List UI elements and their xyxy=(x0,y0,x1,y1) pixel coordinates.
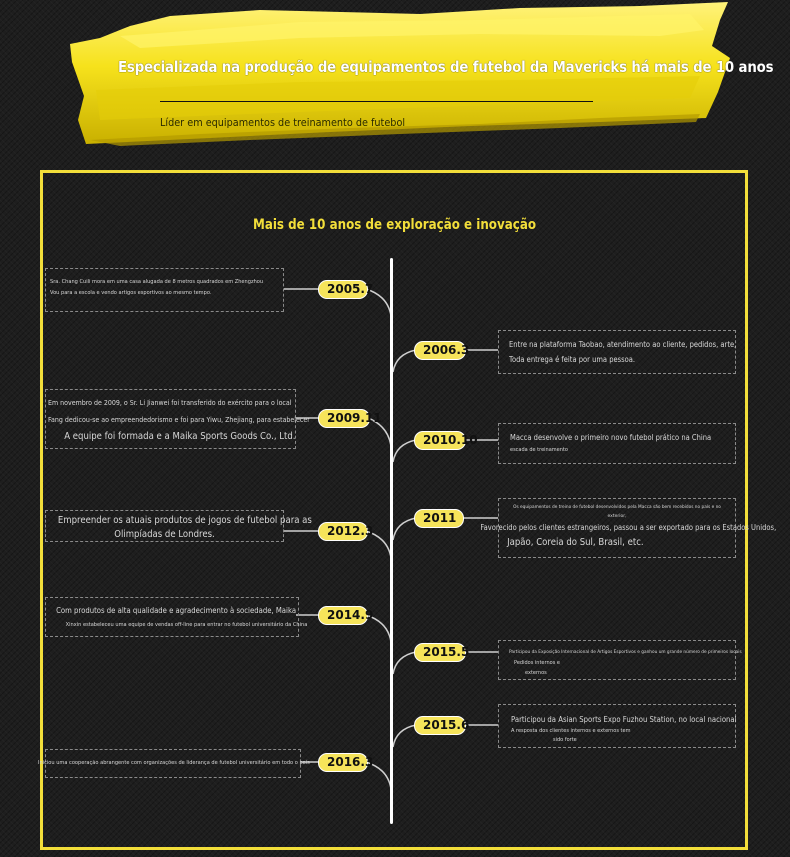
event-text: exterior, xyxy=(607,514,627,519)
year-badge: 2014.9 xyxy=(318,606,368,625)
event-text: Em novembro de 2009, o Sr. Li Jianwei foi transferido do exército para o local xyxy=(48,399,292,407)
year-badge: 2006.3 xyxy=(414,341,466,360)
year-badge: 2009.11 xyxy=(318,409,370,428)
year-badge: 2010.10 xyxy=(414,431,466,450)
year-badge: 2015.5 xyxy=(414,643,466,662)
event-card-2010-10 xyxy=(498,423,736,464)
event-text: Iniciou uma cooperação abrangente com organizações de liderança de futebol universitário em todo o país xyxy=(38,760,310,766)
event-card-2005-7 xyxy=(45,268,284,312)
event-text: A equipe foi formada e a Maika Sports Goods Co., Ltd. xyxy=(64,431,296,442)
event-text: Entre na plataforma Taobao, atendimento ao cliente, pedidos, arte, xyxy=(509,340,737,349)
event-text: Participou da Asian Sports Expo Fuzhou Station, no local nacional xyxy=(511,715,737,724)
event-text: Pedidos internos e xyxy=(514,660,560,666)
event-card-2009-11 xyxy=(45,389,310,449)
event-text: Empreender os atuais produtos de jogos de futebol para as xyxy=(57,515,312,526)
section-title: Mais de 10 anos de exploração e inovação xyxy=(253,217,537,233)
year-badge: 2005.7 xyxy=(318,280,368,299)
year-badge: 2011 xyxy=(414,509,464,528)
event-text: externos xyxy=(525,670,547,676)
event-text: Vou para a escola e vendo artigos esportivos ao mesmo tempo. xyxy=(50,290,212,296)
year-badge: 2015.6 xyxy=(414,716,466,735)
year-badge: 2016.3 xyxy=(318,753,368,772)
event-card-2006-3 xyxy=(498,330,736,374)
event-text: Macca desenvolve o primeiro novo futebol prático na China xyxy=(510,433,712,442)
event-text: Sra. Chang Cuili mora em uma casa alugada de 8 metros quadrados em Zhengzhou xyxy=(50,279,264,285)
page-title: Especializada na produção de equipamentos de futebol da Mavericks há mais de 10 anos xyxy=(118,58,774,76)
event-text: A resposta dos clientes internos e externos tem xyxy=(511,728,631,734)
event-card-2011 xyxy=(480,498,777,558)
event-text: Japão, Coreia do Sul, Brasil, etc. xyxy=(507,537,644,548)
event-text: escada de treinamento xyxy=(510,447,568,453)
event-text: Xinxin estabeleceu uma equipe de vendas off-line para entrar no futebol universitário da China xyxy=(65,622,308,628)
event-text: Olimpíadas de Londres. xyxy=(114,529,215,540)
event-text: Com produtos de alta qualidade e agradecimento à sociedade, Maika xyxy=(56,606,297,615)
event-card-2016-3 xyxy=(38,749,310,778)
event-text: sido forte xyxy=(553,737,577,743)
event-card-2015-6 xyxy=(498,704,736,748)
timeline-axis xyxy=(390,258,393,824)
event-text: Favorecido pelos clientes estrangeiros, passou a ser exportado para os Estados Unidos, xyxy=(480,523,777,532)
event-card-2015-5 xyxy=(498,640,742,680)
year-badge: 2012.3 xyxy=(318,522,368,541)
event-text: Participou da Exposição Internacional de Artigos Esportivos e ganhou um grande número de primeiros locais xyxy=(509,650,742,655)
event-text: Os equipamentos de treino de futebol desenvolvidos pela Macca são bem recebidos no país e no xyxy=(513,505,721,510)
event-card-2014-9 xyxy=(45,597,308,637)
page-subtitle: Líder em equipamentos de treinamento de futebol xyxy=(160,116,406,129)
event-card-2012-3 xyxy=(45,510,312,542)
event-text: Fang dedicou-se ao empreendedorismo e foi para Yiwu, Zhejiang, para estabelecer xyxy=(48,416,310,424)
event-text: Toda entrega é feita por uma pessoa. xyxy=(509,355,636,364)
